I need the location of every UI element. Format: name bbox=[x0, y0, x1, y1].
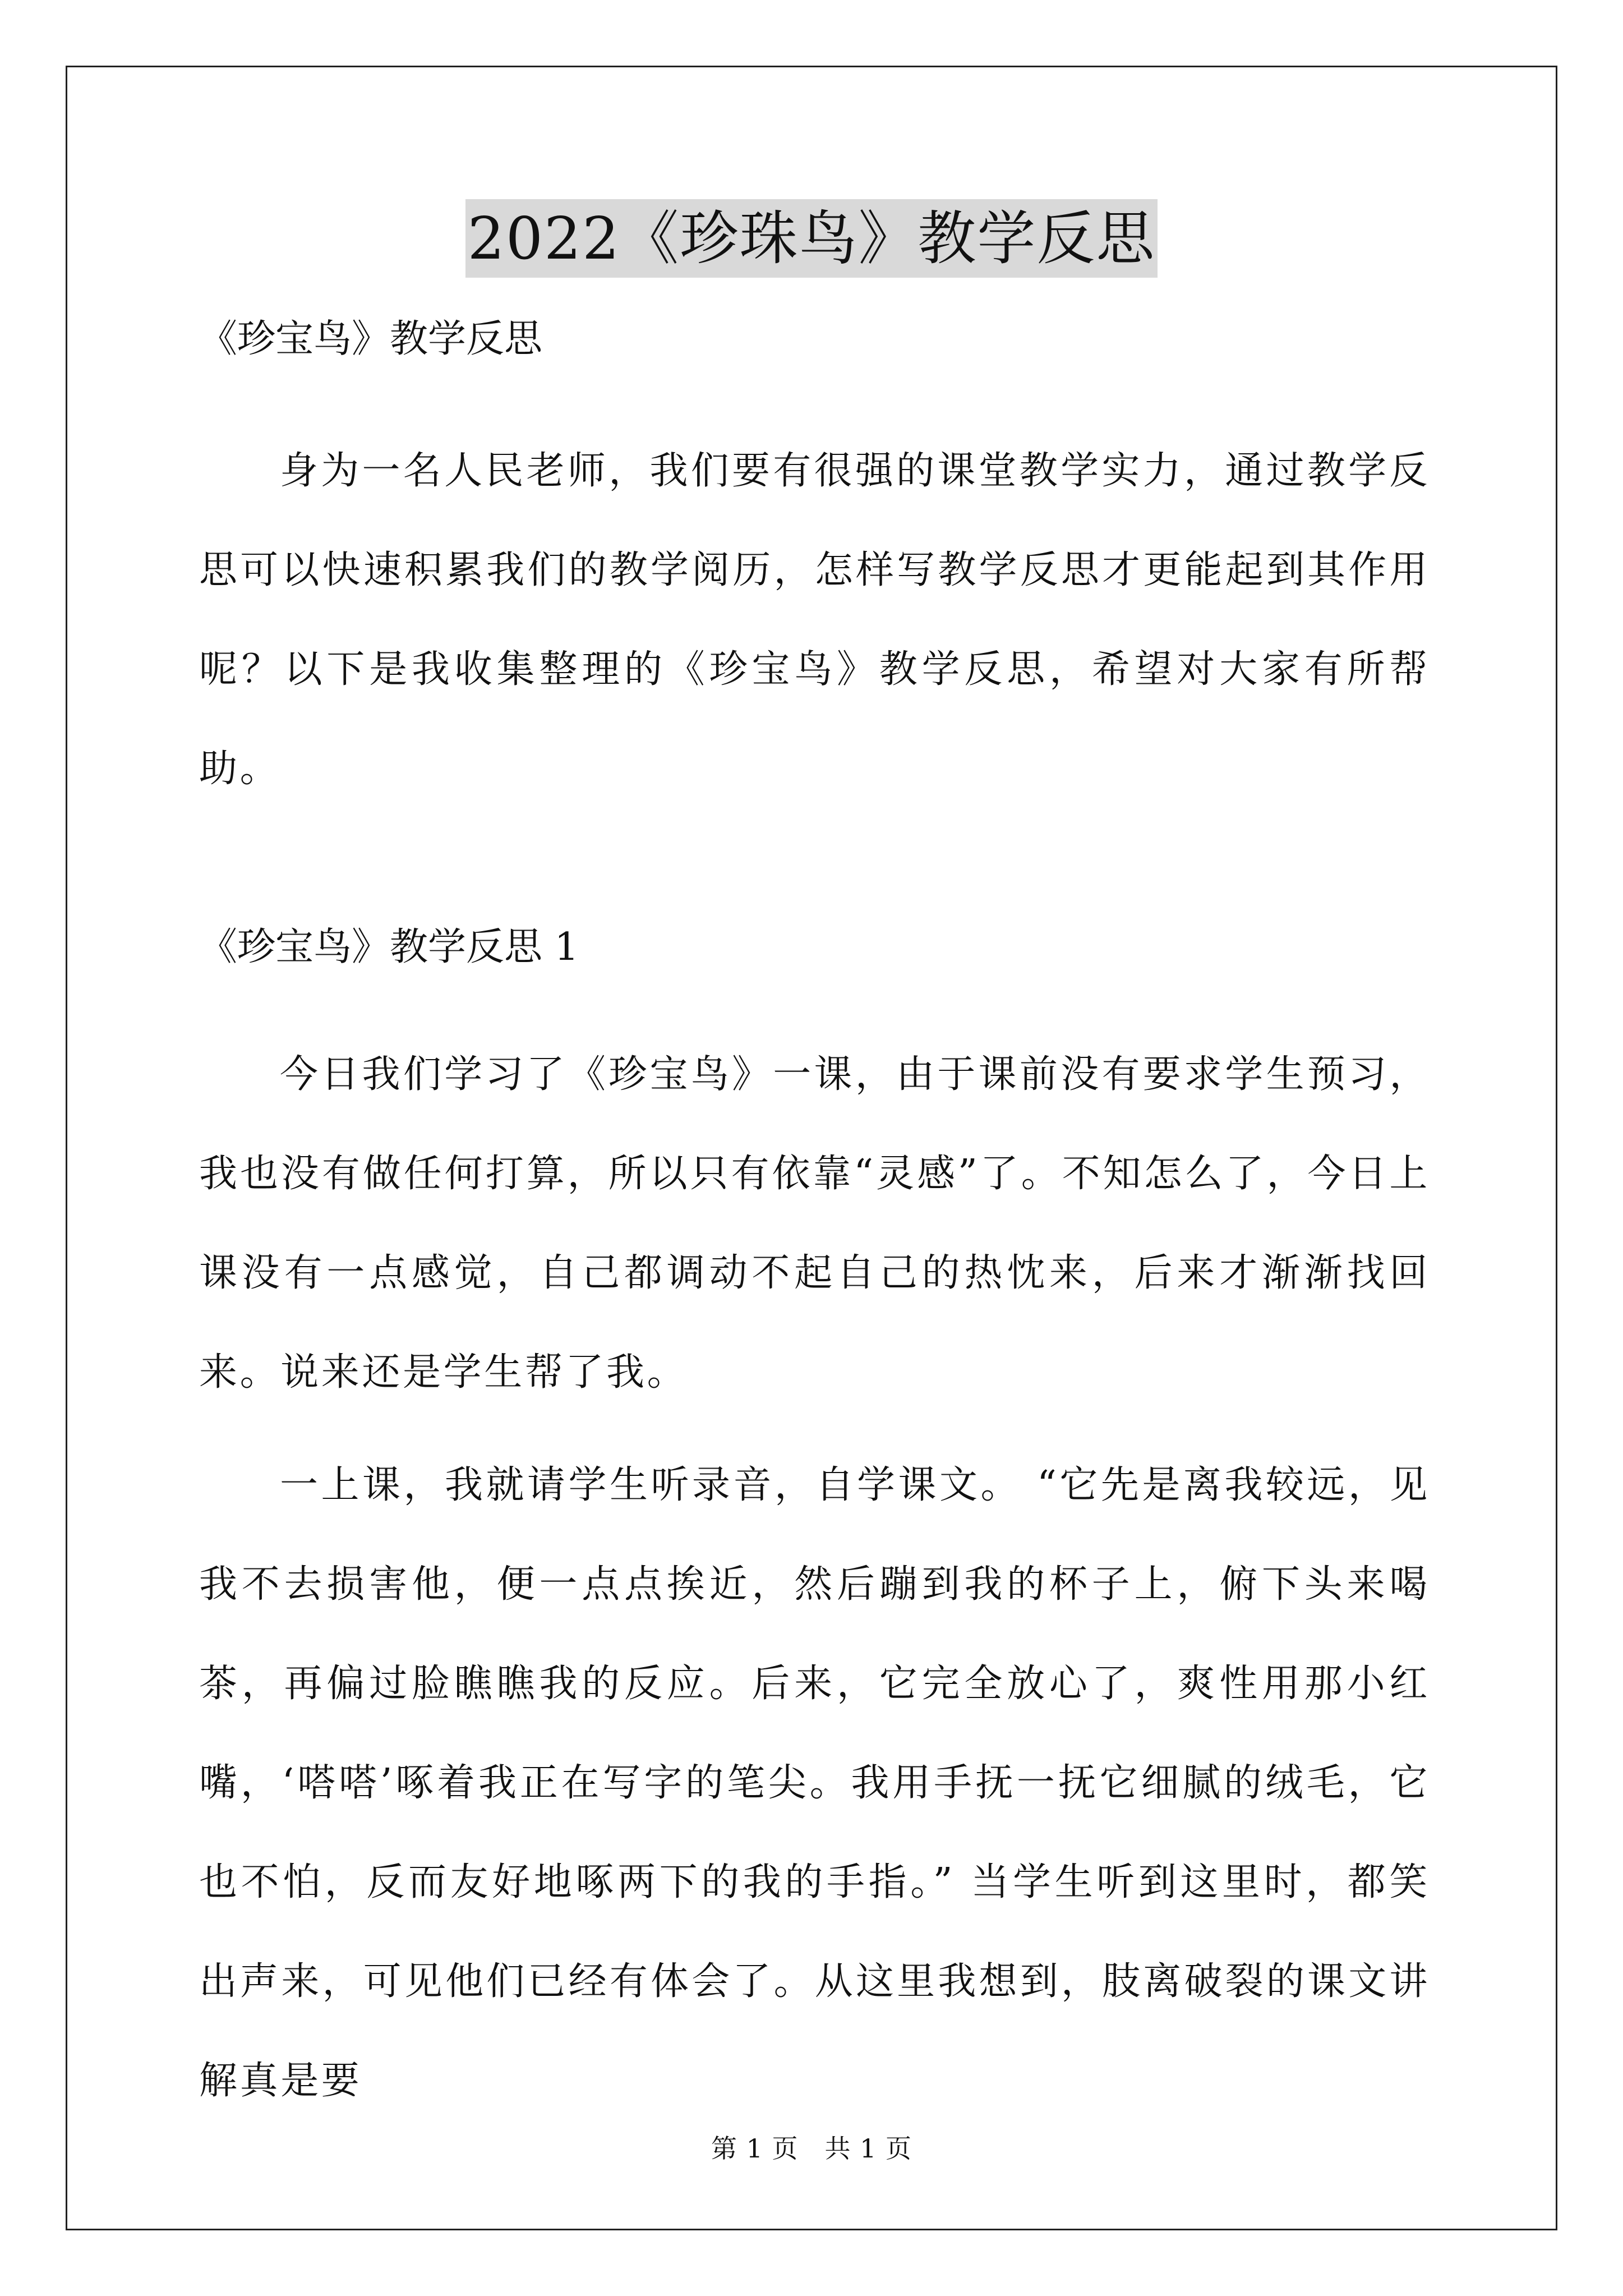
title-container bbox=[0, 199, 1623, 278]
section1-heading: 《珍宝鸟》教学反思 1 bbox=[199, 925, 579, 969]
page-footer: 第 1 页 共 1 页 bbox=[711, 2133, 912, 2164]
document-body bbox=[199, 311, 1430, 2131]
intro-heading: 《珍宝鸟》教学反思 bbox=[199, 317, 543, 361]
section1-paragraph-2: 一上课，我就请学生听录音，自学课文。 “它先是离我较远，见我不去损害他，便一点点挨近，然后蹦到我的杯子上，俯下头来喝茶，再偏过脸瞧瞧我的反应。后来，它完全放心了，爽性用那小红嘴，‘嗒嗒’啄着我正在写字的笔尖。我用手抚一抚它细腻的绒毛，它也不怕，反而友好地啄两下的我的手指。” 当学生听到这里时，都笑出声来，可见他们已经有体会了。从这里我想到，肢离破裂的课文讲解真是要 bbox=[199, 1463, 1430, 2103]
intro-paragraph: 身为一名人民老师，我们要有很强的课堂教学实力，通过教学反思可以快速积累我们的教学阅历，怎样写教学反思才更能起到其作用呢？以下是我收集整理的《珍宝鸟》教学反思，希望对大家有所帮助。 bbox=[199, 449, 1430, 791]
document-title: 2022《珍珠鸟》教学反思 bbox=[465, 199, 1158, 278]
section1-paragraph-1: 今日我们学习了《珍宝鸟》一课，由于课前没有要求学生预习，我也没有做任何打算，所以只有依靠“灵感”了。不知怎么了，今日上课没有一点感觉，自己都调动不起自己的热忱来，后来才渐渐找回来。说来还是学生帮了我。 bbox=[199, 1052, 1430, 1395]
